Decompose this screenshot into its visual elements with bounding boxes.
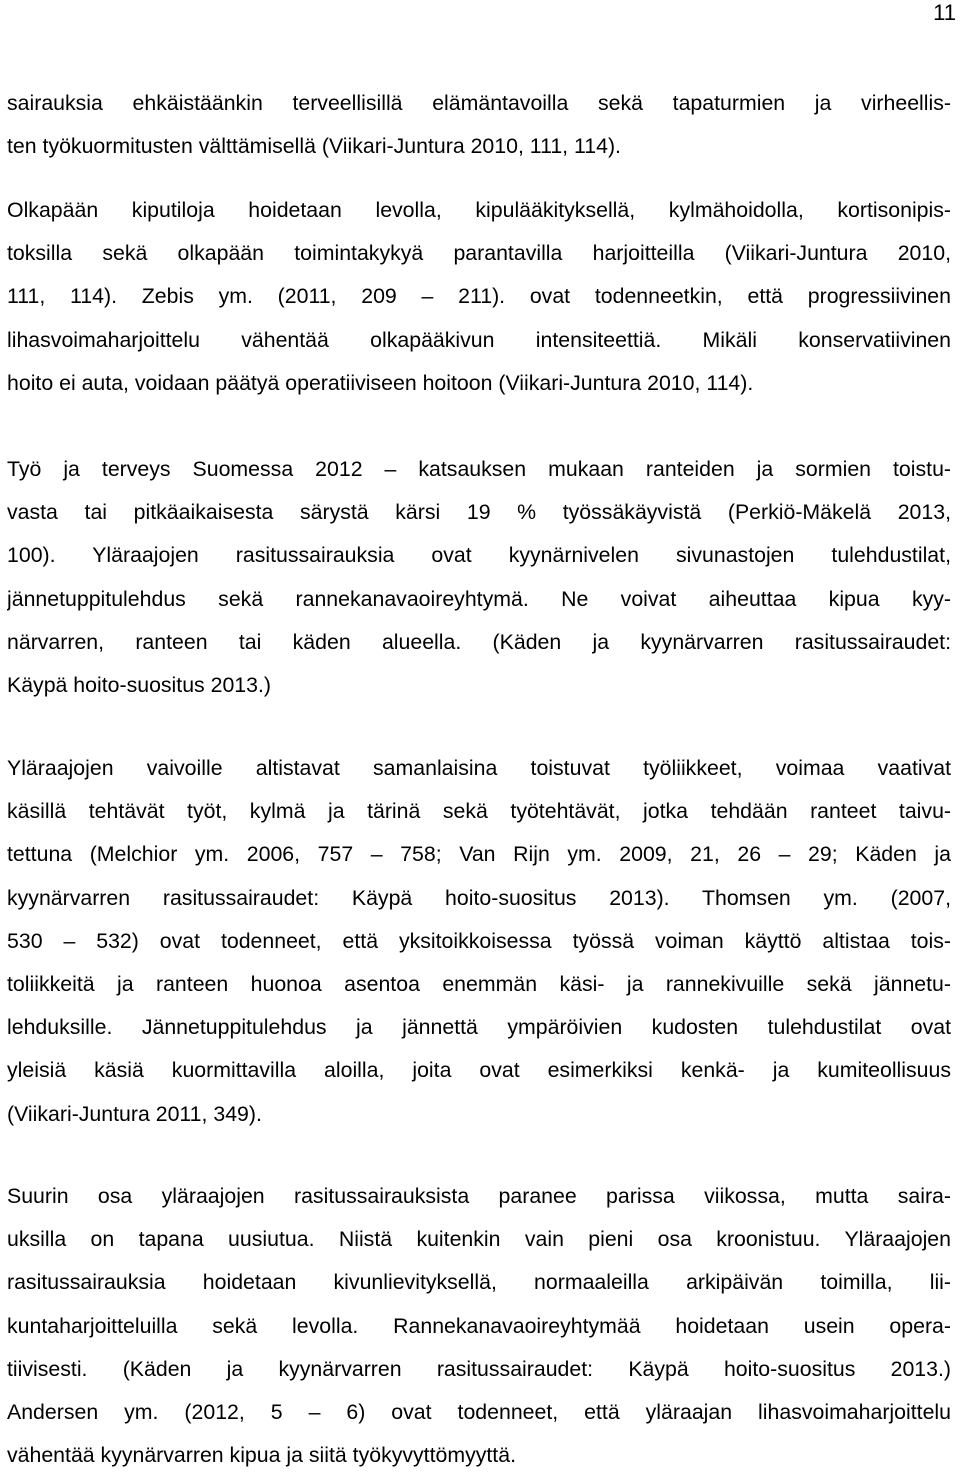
paragraph-5	[7, 1175, 951, 1477]
paragraph-1	[7, 82, 951, 168]
text-line: kuntaharjoitteluilla sekä levolla. Rannekanavaoireyhtymää hoidetaan usein opera-	[7, 1313, 951, 1338]
text-line: ten työkuormitusten välttämisellä (Viikari-Juntura 2010, 111, 114).	[7, 134, 621, 159]
paragraph-3	[7, 448, 951, 707]
text-line: Työ ja terveys Suomessa 2012 – katsauksen mukaan ranteiden ja sormien toistu-	[7, 457, 951, 481]
text-line: 100). Yläraajojen rasitussairauksia ovat kyynärnivelen sivunastojen tulehdustilat,	[7, 543, 951, 568]
text-line: käsillä tehtävät työt, kylmä ja tärinä sekä työtehtävät, jotka tehdään ranteet taivu-	[7, 799, 951, 824]
text-line: närvarren, ranteen tai käden alueella. (Käden ja kyynärvarren rasitussairaudet:	[7, 629, 951, 654]
text-line: (Viikari-Juntura 2011, 349).	[7, 1101, 262, 1126]
text-line: rasitussairauksia hoidetaan kivunlievityksellä, normaaleilla arkipäivän toimilla, lii-	[7, 1270, 951, 1295]
text-line: toksilla sekä olkapään toimintakykyä parantavilla harjoitteilla (Viikari-Juntura 2010,	[7, 241, 951, 266]
paragraph-4	[7, 747, 951, 1136]
text-line: tiivisesti. (Käden ja kyynärvarren rasitussairaudet: Käypä hoito-suositus 2013.)	[7, 1356, 951, 1381]
text-line: vähentää kyynärvarren kipua ja siitä työkyvyttömyyttä.	[7, 1443, 516, 1468]
text-line: lihasvoimaharjoittelu vähentää olkapääkivun intensiteettiä. Mikäli konservatiivinen	[7, 327, 951, 352]
text-line: kyynärvarren rasitussairaudet: Käypä hoito-suositus 2013). Thomsen ym. (2007,	[7, 885, 951, 910]
text-line: sairauksia ehkäistäänkin terveellisillä elämäntavoilla sekä tapaturmien ja virheellis-	[7, 91, 951, 115]
text-line: tettuna (Melchior ym. 2006, 757 – 758; Van Rijn ym. 2009, 21, 26 – 29; Käden ja	[7, 842, 951, 867]
text-line: 530 – 532) ovat todenneet, että yksitoikkoisessa työssä voiman käyttö altistaa tois-	[7, 928, 951, 953]
paragraph-2	[7, 189, 951, 405]
text-line: lehduksille. Jännetuppitulehdus ja jännettä ympäröivien kudosten tulehdustilat ovat	[7, 1015, 951, 1040]
text-line: yleisiä käsiä kuormittavilla aloilla, joita ovat esimerkiksi kenkä- ja kumiteollisuus	[7, 1058, 951, 1083]
text-line: jännetuppitulehdus sekä rannekanavaoireyhtymä. Ne voivat aiheuttaa kipua kyy-	[7, 586, 951, 611]
text-line: hoito ei auta, voidaan päätyä operatiiviseen hoitoon (Viikari-Juntura 2010, 114).	[7, 370, 754, 395]
text-line: Olkapään kiputiloja hoidetaan levolla, kipulääkityksellä, kylmähoidolla, kortisonipis-	[7, 198, 951, 222]
text-line: vasta tai pitkäaikaisesta särystä kärsi 19 % työssäkäyvistä (Perkiö-Mäkelä 2013,	[7, 500, 951, 525]
text-line: Yläraajojen vaivoille altistavat samanlaisina toistuvat työliikkeet, voimaa vaativat	[7, 756, 951, 780]
text-line: Andersen ym. (2012, 5 – 6) ovat todenneet, että yläraajan lihasvoimaharjoittelu	[7, 1399, 951, 1424]
text-line: Käypä hoito-suositus 2013.)	[7, 672, 272, 697]
text-line: 111, 114). Zebis ym. (2011, 209 – 211). ovat todenneetkin, että progressiivinen	[7, 284, 951, 309]
page-number: 11	[933, 0, 956, 25]
text-line: toliikkeitä ja ranteen huonoa asentoa enemmän käsi- ja rannekivuille sekä jännetu-	[7, 971, 951, 996]
text-line: uksilla on tapana uusiutua. Niistä kuitenkin vain pieni osa kroonistuu. Yläraajojen	[7, 1227, 951, 1252]
text-line: Suurin osa yläraajojen rasitussairauksista paranee parissa viikossa, mutta saira-	[7, 1184, 951, 1208]
